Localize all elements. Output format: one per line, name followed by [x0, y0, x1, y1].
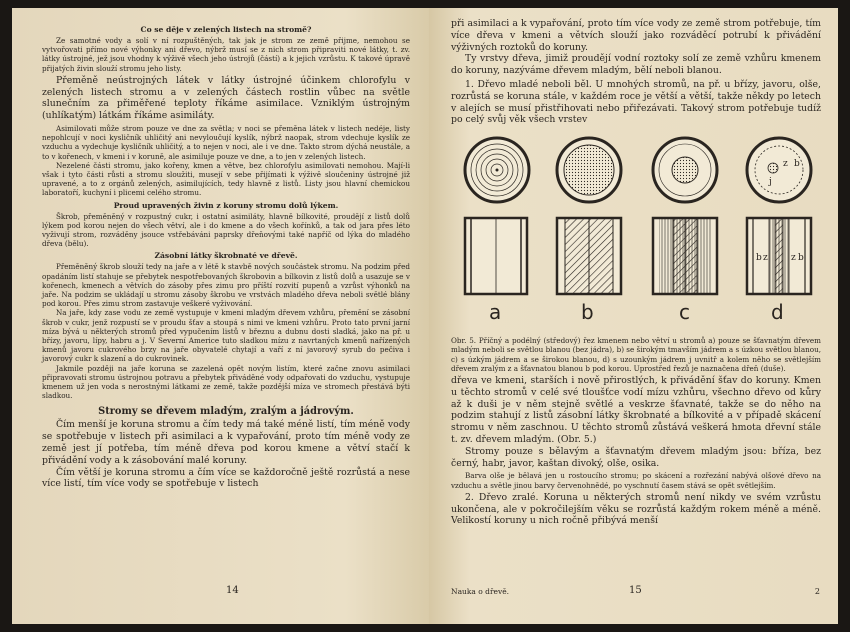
- paragraph: Ze samotné vody a solí v ní rozpuštěných, tak jak je strom ze země přijme, nemohou se vytvořovati přímo nové výhonky ani dřevo, nýbrž musí se z nich strom připraviti nové látky, t. zv. látky ústrojné, jež jsou vhodny k výživě všech jeho ústrojů (částí) a k jejich vzrůstu. K takové úpravě přijatých živin slouží stromu jeho listy.: [42, 36, 410, 73]
- left-page: [12, 8, 429, 624]
- section-d-cross: [747, 138, 811, 202]
- paragraph: Přeměněný škrob slouží tedy na jaře a v létě k stavbě nových součástek stromu. Na podzim před opadáním listí stahuje se přebytek nespotřebovaných škrobovin a bílkovin z listů dolů a usazuje se v kořenech, kmenech a větvích do zásoby přes zimu pro příští rozvití pupenů a vzrůst výhonků na jaře. Na podzim se ukládají u stromu zásoby škrobu ve vrstvách mladého dřeva neboli světlé blány pod korou. Přes zimu strom zastavuje veškeré vyživování.: [42, 262, 410, 309]
- paragraph-young-wood: 1. Dřevo mladé neboli běl. U mnohých stromů, na př. u břízy, javoru, olše, rozrůstá se koruna stále, v každém roce je větší a větší, takže někdy po letech v alejích se musí přistřihovati nebo přiřezávati. Takový strom potřebuje tudíž po celý svůj věk všech vrstev: [451, 78, 821, 126]
- figure-mark: z: [791, 253, 796, 264]
- figure-label-d: d: [771, 300, 784, 325]
- figure-wood-cross-sections: [451, 132, 821, 332]
- figure-mark: z: [783, 159, 788, 170]
- heading-wood-types: Stromy se dřevem mladým, zralým a jádrovým.: [98, 406, 354, 418]
- paragraph: Asimilovati může strom pouze ve dne za světla; v noci se přeměna látek v listech nedéje, listy nepohlcují v noci kysličník uhličitý ani nevyloučují kyslík, nýbrž naopak, strom vdechuje kyslík ze vzduchu a vydechuje kysličník uhličitý, a to nejen v noci, ale i ve dne. Takto strom dýchá neustále, a to v kořenech, v kmeni i v koruně, ale asimiluje pouze ve dne, a to jen v zelených listech.: [42, 124, 410, 161]
- section-b-cross: [557, 138, 621, 202]
- paragraph: Nezelené části stromu, jako kořeny, kmen a větve, bez chlorofylu asimilovati nemohou. Mají-li však i tyto části růsti a stromu sloužiti, musejí v sebe přijímati k výživě sloučeniny ústrojné již upravené, a to z orgánů zelených, asimilujících, tedy hlavně z listů. Listy jsou hlavní chemickou laboratoří, kuchyní i plicemi celého stromu.: [42, 160, 410, 198]
- paragraph-continued: při asimilaci a k vypařování, proto tím více vody ze země strom potřebuje, tím více dřeva v kmeni a větvích slouží jako rozváděcí potrubí k přivádění výživných roztoků do koruny.: [451, 18, 821, 53]
- page-number-left: 14: [226, 585, 239, 596]
- figure-mark: b: [794, 159, 800, 170]
- paragraph-note: Barva olše je bělavá jen u rostoucího stromu; po skácení a rozřezání nabývá olšové dřevo na vzduchu a světle jinou barvy červenohnědé, po vyschnutí časem stává se opět světlejším.: [451, 471, 821, 490]
- paragraph-ripe-wood: 2. Dřevo zralé. Koruna u některých stromů není nikdy ve svém vzrůstu ukončena, ale v pokročilejším věku se rozrůstá každým rokem méně a méně. Velikostí koruny u nich ročně přibývá menší: [451, 491, 821, 527]
- paragraph: Jakmile později na jaře koruna se zazelená opět novým listím, které začne znovu asimilaci připravovati stromu ústrojnou potravu a přebytek přiváděné vody odpařovati do vzduchu, vystupuje kmenem už jen voda s nerostnými látkami ze země, takže pozdější míza ve stromech přestává býti sladkou.: [42, 363, 410, 401]
- signature-mark: 2: [814, 587, 820, 596]
- figure-caption: Obr. 5. Příčný a podélný (středový) řez kmenem nebo větví u stromů a) pouze se šťavnatým dřevem mladým neboli se světlou blanou (bez jádra), b) se širokým tmavším jádrem a s úzkou světlou blanou, c) s úzkým jádrem a se širokou blanou, d) s uzounkým jádrem j uvnitř a kolem něho se světlejším dřevem zralým z a šťavnatou blanou b pod korou. Uprostřed řezů je naznačena dřeň (duše).: [451, 336, 821, 373]
- heading-nutrient-flow: Proud upravených živin z koruny stromu dolů lýkem.: [113, 200, 339, 210]
- right-page-content: [451, 18, 821, 527]
- figure-label-c: c: [679, 300, 690, 325]
- figure-mark: b: [756, 253, 762, 264]
- section-c-long: [653, 218, 717, 294]
- paragraph-assimilation: Přeměně neústrojných látek v látky ústrojné účinkem chlorofylu v zelených listech stromu a v zelených částech rostlin vůbec na světle slunečním za přiměřené teploty říkáme asimilace. Vzniklým ústrojným (uhlíkatým) látkám říkáme asimiláty.: [42, 74, 410, 122]
- section-a-long: [465, 218, 527, 294]
- paragraph: Na jaře, kdy zase vodu ze země vystupuje v kmeni mladým dřevem vzhůru, přemění se zásobní škrob v cukr, jenž rozpustí se v proudu šťav a stoupá s nimi ve kmeni vzhůru. Proto tato první jarní míza bývá u některých stromů před vypučením listů v březnu a dubnu dosti sladká, jako na př. u břízy, javoru, lípy, habru a j. V Severní Americe tuto sladkou mízu z navrtaných kmenů nařízených kmenů javoru cukrového brzy na jaře obyvatelé chytají a vaří z ní javorový syrub do pečiva i javorový cukr k slazení a do cukrovinek.: [42, 308, 410, 364]
- figure-label-a: a: [489, 300, 502, 325]
- section-a-cross: [465, 138, 529, 202]
- paragraph: dřeva ve kmeni, starších i nově přirostlých, k přivádění šťav do koruny. Kmen u těchto stromů v celé své tloušťce vodí mízu vzhůru, všechno dřevo od kůry až k duši je v něm stejně světlé a veskrze šťavnaté, takže se do něho na podzim stahují z listů zásobní látky škrobnaté a bílkovité a v případě skácení stromu v něm zaschnou. U těchto stromů zůstává veškerá hmota dřevní stále t. zv. dřevem mladým. (Obr. 5.): [451, 374, 821, 445]
- paragraph: Škrob, přeměněný v rozpustný cukr, i ostatní asimiláty, hlavně bílkovité, proudějí z listů dolů lýkem pod korou nejen do všech větví, ale i do kmene a do všech kořínků, a tak od jara přes léto vyživují strom, rozváděny jsouce vstřebáváni paprsky dřeňovými také napříč od lýka do mladého dřeva (bělu).: [42, 211, 410, 249]
- figure-label-b: b: [581, 300, 594, 325]
- figure-mark: b: [798, 253, 804, 264]
- book-spread: [12, 8, 838, 624]
- page-number-right: 15: [629, 585, 642, 596]
- section-c-cross: [653, 138, 717, 202]
- wood-sections-illustration: [451, 132, 821, 332]
- left-page-content: [42, 22, 410, 490]
- paragraph-tree-list: Stromy pouze s bělavým a šťavnatým dřevem mladým jsou: bříza, bez černý, habr, javor, kaštan divoký, olše, osika.: [451, 445, 821, 469]
- heading-green-leaves: Co se děje v zelených listech na stromě?: [140, 25, 312, 34]
- paragraph-sapwood-definition: Ty vrstvy dřeva, jimiž proudějí vodní roztoky solí ze země vzhůru kmenem do koruny, nazýváme dřevem mladým, bělí neboli blanou.: [451, 53, 821, 77]
- footer-book-title: Nauka o dřevě.: [451, 587, 510, 596]
- figure-mark: j: [769, 177, 772, 188]
- figure-mark: z: [763, 253, 768, 264]
- heading-starch-reserves: Zásobní látky škrobnaté ve dřevě.: [154, 251, 298, 261]
- right-page: [429, 8, 838, 624]
- paragraph-large-crown: Čím větší je koruna stromu a čím více se každoročně ještě rozrůstá a nese více listí, tím více vody se spotřebuje v listech: [42, 466, 410, 490]
- paragraph-small-crown: Čím menší je koruna stromu a čím tedy má také méně listí, tím méně vody se spotřebuje v listech při asimilaci a k vypařování, proto tím méně vody ze země jest jí potřeba, tím méně dřeva pod korou kmene a větví stačí k přivádění vody a k zásobování malé koruny.: [42, 419, 410, 466]
- section-b-long: [557, 218, 621, 294]
